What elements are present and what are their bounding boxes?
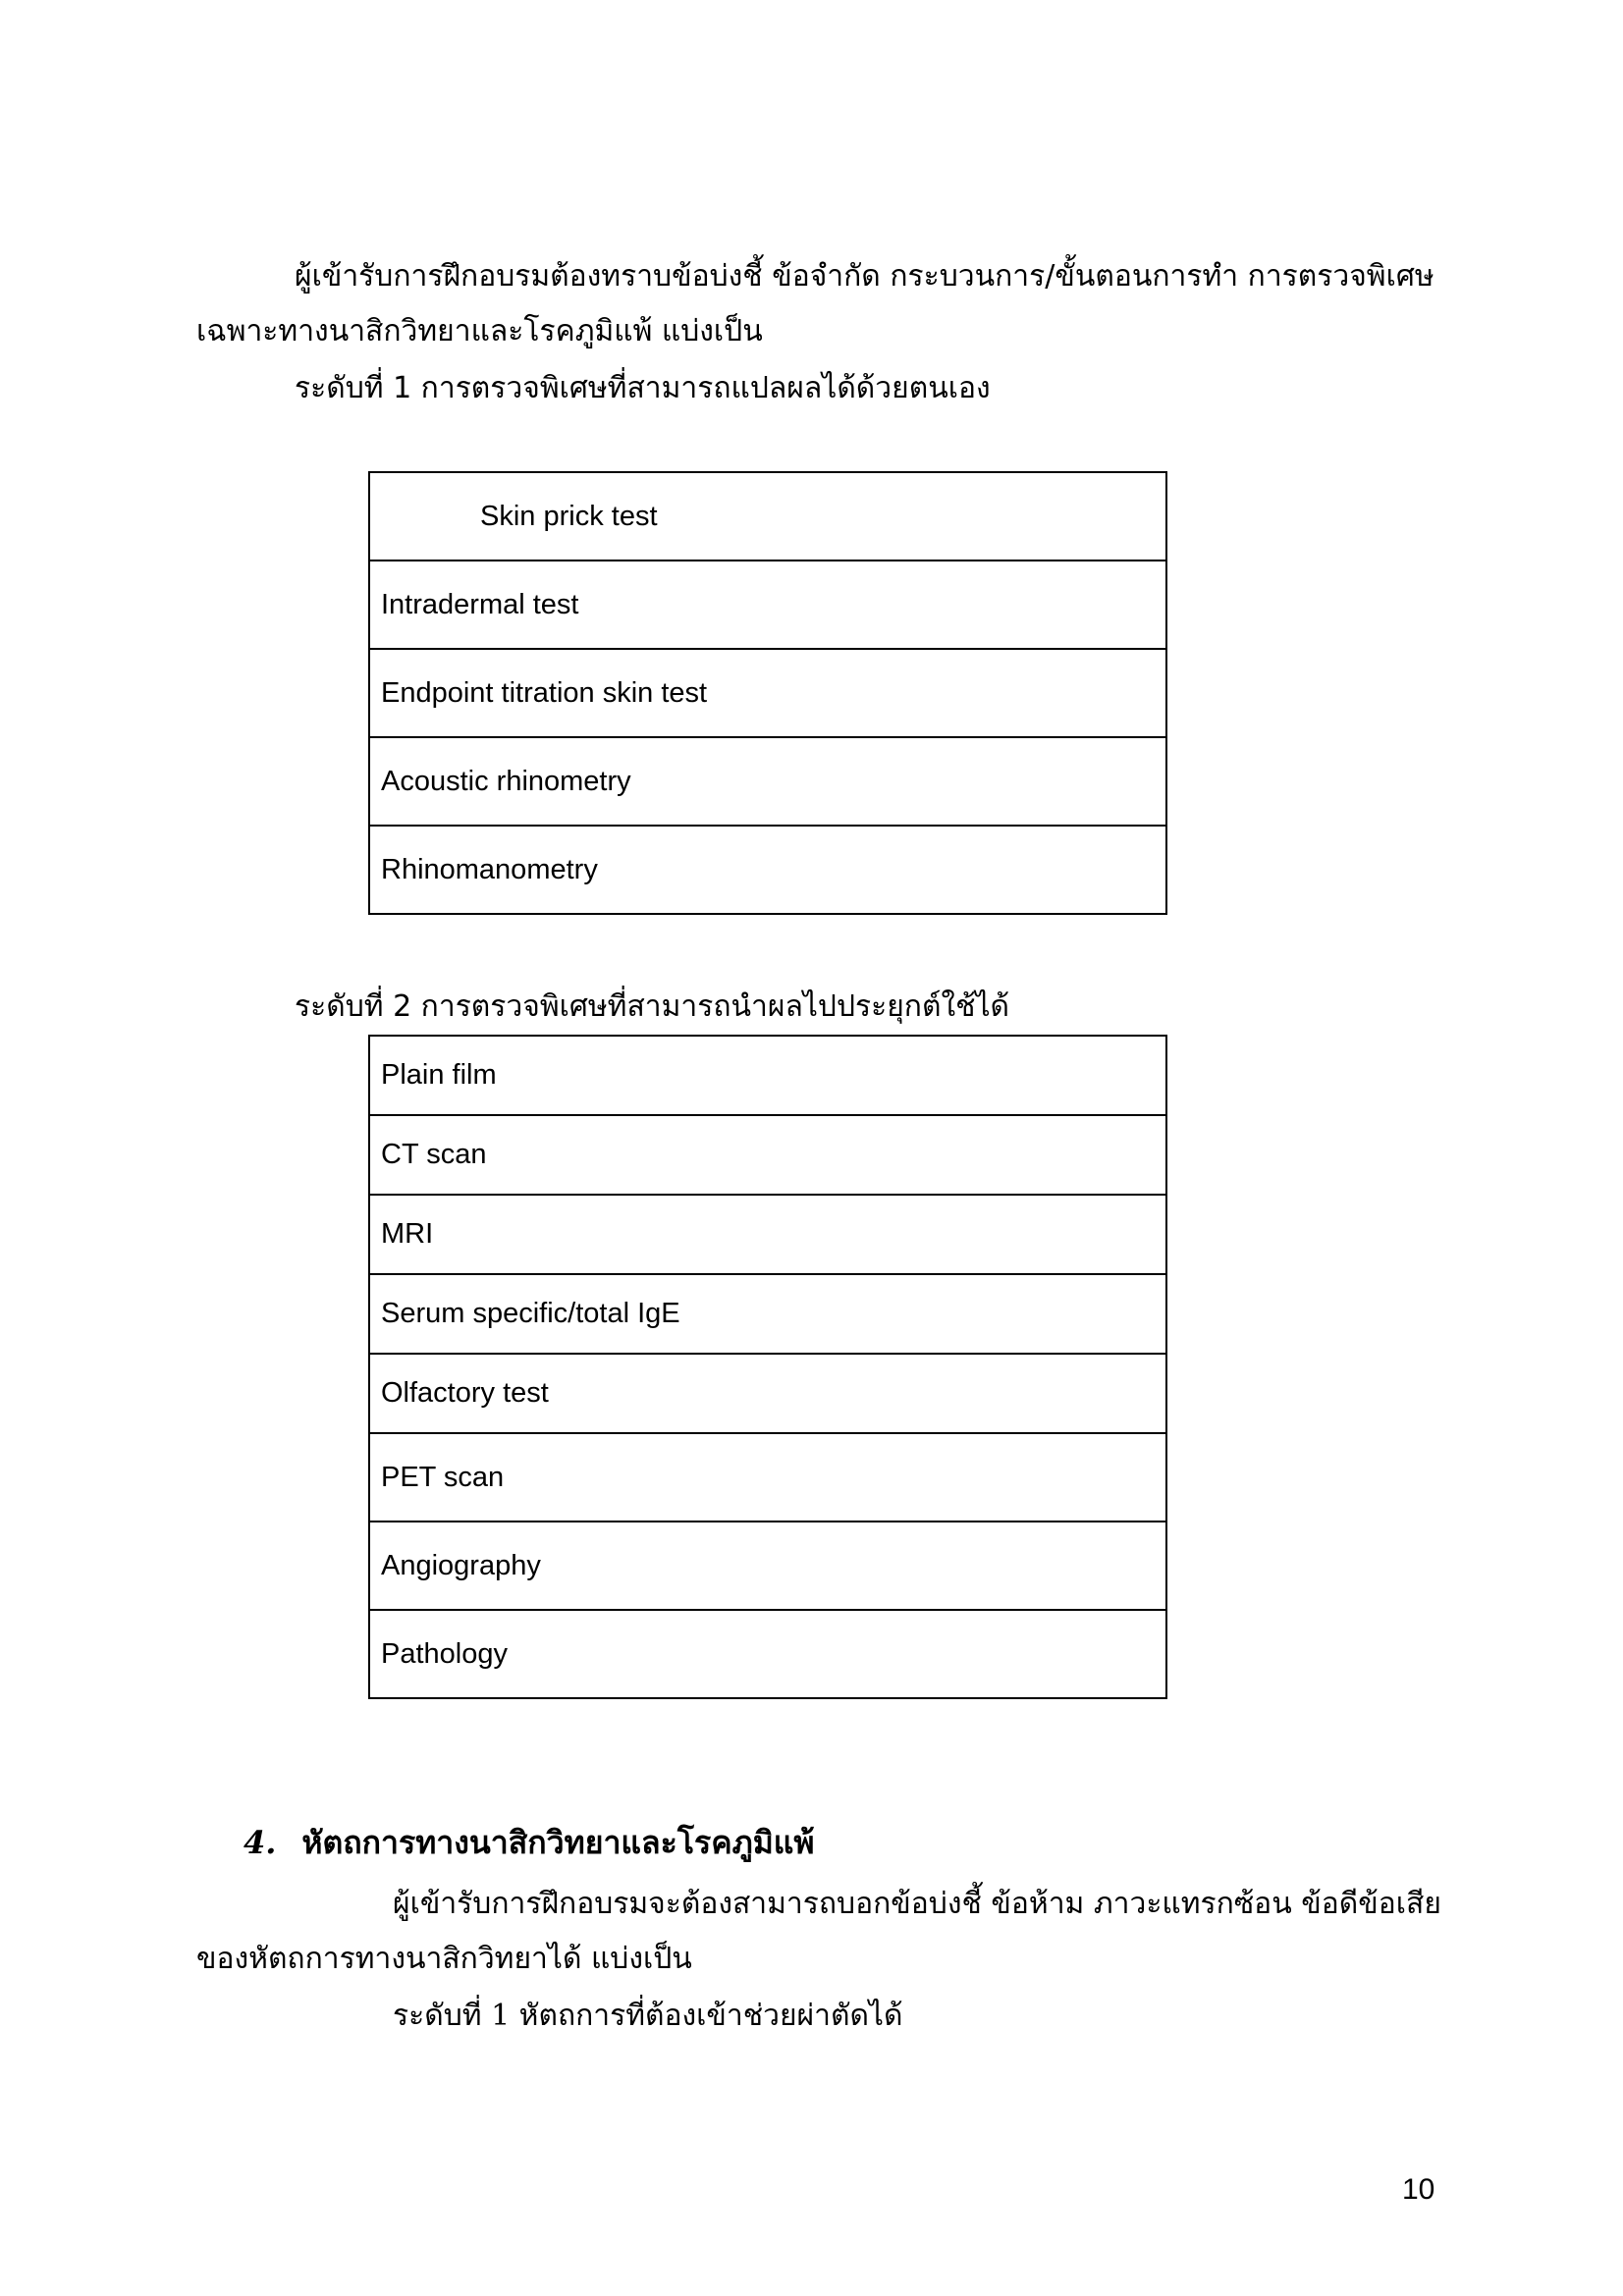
section4-intro-line2: ของหัตถการทางนาสิกวิทยาได้ แบ่งเป็น	[196, 1942, 692, 1976]
section4-number: 4.	[243, 1824, 277, 1861]
table-cell: Endpoint titration skin test	[369, 649, 1166, 737]
table-cell: Rhinomanometry	[369, 826, 1166, 914]
table-cell: MRI	[369, 1195, 1166, 1274]
table-cell: PET scan	[369, 1433, 1166, 1522]
table-cell: CT scan	[369, 1115, 1166, 1195]
page-number: 10	[1402, 2173, 1435, 2206]
table-row	[369, 1036, 1166, 1115]
section4-intro-line1: ผู้เข้ารับการฝึกอบรมจะต้องสามารถบอกข้อบ่งชี้ ข้อห้าม ภาวะแทรกซ้อน ข้อดีข้อเสีย	[393, 1887, 1441, 1921]
table-row	[369, 649, 1166, 737]
table-row	[369, 1115, 1166, 1195]
table-row	[369, 472, 1166, 561]
table-cell: Pathology	[369, 1610, 1166, 1698]
level1-tests-table	[368, 471, 1167, 915]
level1-title: ระดับที่ 1 การตรวจพิเศษที่สามารถแปลผลได้ด้วยตนเอง	[295, 371, 991, 405]
table-cell: Serum specific/total IgE	[369, 1274, 1166, 1354]
table-row	[369, 1610, 1166, 1698]
table-row	[369, 1354, 1166, 1433]
table-cell: Olfactory test	[369, 1354, 1166, 1433]
section3-intro-line2: เฉพาะทางนาสิกวิทยาและโรคภูมิแพ้ แบ่งเป็น	[196, 314, 763, 348]
level2-title: ระดับที่ 2 การตรวจพิเศษที่สามารถนำผลไปประยุกต์ใช้ได้	[295, 989, 1010, 1024]
section4-title: หัตถการทางนาสิกวิทยาและโรคภูมิแพ้	[301, 1824, 815, 1861]
table-cell: Acoustic rhinometry	[369, 737, 1166, 826]
table-cell: Plain film	[369, 1036, 1166, 1115]
section4-level1-title: ระดับที่ 1 หัตถการที่ต้องเข้าช่วยผ่าตัดได้	[393, 1999, 903, 2033]
table-cell: Skin prick test	[369, 472, 1166, 561]
section4-heading	[243, 1818, 815, 1868]
table-row	[369, 561, 1166, 649]
table-row	[369, 1195, 1166, 1274]
table-cell: Angiography	[369, 1522, 1166, 1610]
table-row	[369, 737, 1166, 826]
level2-tests-table	[368, 1035, 1167, 1699]
table-row	[369, 826, 1166, 914]
table-row	[369, 1522, 1166, 1610]
section3-intro-line1: ผู้เข้ารับการฝึกอบรมต้องทราบข้อบ่งชี้ ข้อจำกัด กระบวนการ/ขั้นตอนการทำ การตรวจพิเศษ	[295, 259, 1434, 294]
table-row	[369, 1433, 1166, 1522]
table-cell: Intradermal test	[369, 561, 1166, 649]
table-row	[369, 1274, 1166, 1354]
